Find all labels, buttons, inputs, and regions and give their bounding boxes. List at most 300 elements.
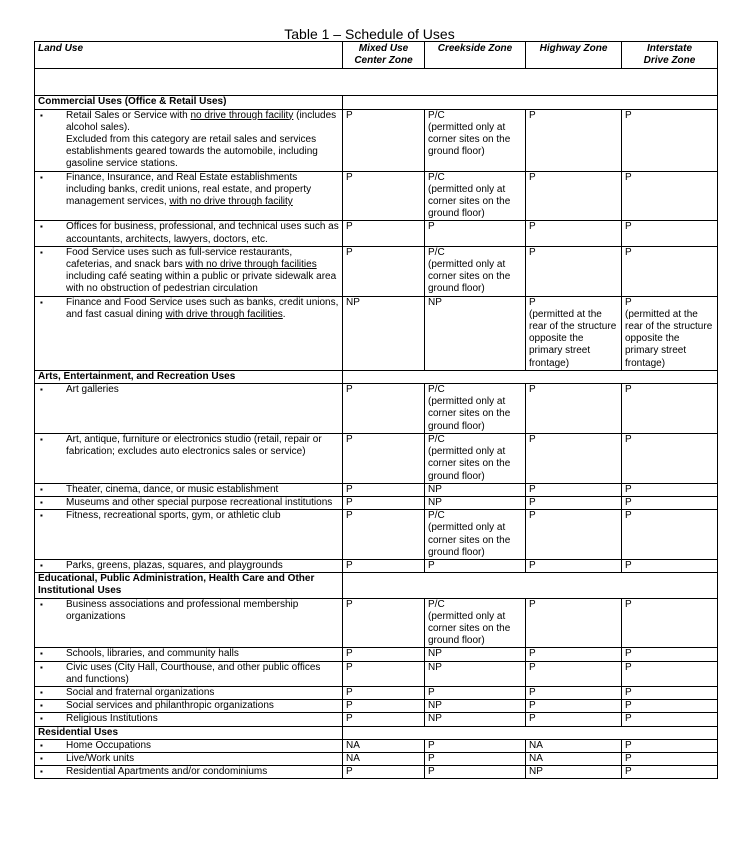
bullet-icon: ▪ <box>40 110 43 120</box>
permission-value: P <box>625 496 632 508</box>
table-row <box>35 686 718 699</box>
land-use-text <box>66 753 339 765</box>
permission-value: P <box>625 700 632 712</box>
land-use-text-part: Finance and Food Service uses such as banks, credit unions, and fast casual dining <box>66 296 339 320</box>
zone-cell-mixed-use <box>343 661 425 686</box>
table-body <box>35 69 718 779</box>
land-use-text-part: . <box>282 308 286 320</box>
bullet-icon: ▪ <box>40 172 43 182</box>
land-use-text-part: Social and fraternal organizations <box>66 686 215 698</box>
table-row <box>35 713 718 726</box>
zone-cell-interstate <box>622 171 718 221</box>
zone-cell-mixed-use <box>343 739 425 752</box>
zone-cell-interstate <box>622 246 718 296</box>
zone-cell-highway <box>526 739 622 752</box>
bullet-icon: ▪ <box>40 484 43 494</box>
permission-value: P <box>428 766 435 778</box>
land-use-text <box>66 247 339 296</box>
table-row <box>35 171 718 221</box>
land-use-cell <box>35 648 343 661</box>
permission-value: NP <box>428 483 442 495</box>
table-row <box>35 598 718 648</box>
land-use-cell <box>35 496 343 509</box>
permission-value: P <box>529 384 536 396</box>
permission-value: P <box>346 496 353 508</box>
permission-value: P <box>529 221 536 233</box>
land-use-text <box>66 297 339 321</box>
zone-cell-creekside <box>425 713 526 726</box>
bullet-icon: ▪ <box>40 297 43 307</box>
land-use-text-part: Art, antique, furniture or electronics studio (retail, repair or fabrication; excludes auto electronics sales or service) <box>66 433 322 458</box>
permission-value: P <box>625 686 632 698</box>
land-use-text <box>66 434 339 458</box>
zone-cell-creekside <box>425 246 526 296</box>
section-heading-row <box>35 370 718 383</box>
land-use-text-part: Residential Apartments and/or condominiums <box>66 766 268 778</box>
zone-cell-creekside <box>425 661 526 686</box>
land-use-text <box>66 484 339 496</box>
col-header-land-use: Land Use <box>35 42 343 69</box>
zone-cell-interstate <box>622 752 718 765</box>
land-use-text <box>66 740 339 752</box>
land-use-cell <box>35 713 343 726</box>
land-use-entry <box>38 510 339 522</box>
permission-value: P <box>428 739 435 751</box>
land-use-text-part: Art galleries <box>66 384 119 396</box>
permission-value: P <box>625 483 632 495</box>
section-heading-fill <box>343 726 718 739</box>
col-header-line: Center Zone <box>354 55 413 67</box>
table-row <box>35 433 718 483</box>
permission-value: P <box>346 433 353 445</box>
section-heading: Arts, Entertainment, and Recreation Uses <box>35 370 343 383</box>
bullet-icon: ▪ <box>40 560 43 570</box>
zone-cell-highway <box>526 559 622 572</box>
permission-value: P <box>625 739 632 751</box>
permission-value: P <box>346 246 353 258</box>
land-use-text-part: Retail Sales or Service with <box>66 109 191 121</box>
zone-cell-interstate <box>622 598 718 648</box>
permission-value: P <box>625 661 632 673</box>
zone-cell-highway <box>526 752 622 765</box>
permission-value: P <box>346 559 353 571</box>
land-use-cell <box>35 661 343 686</box>
zone-cell-highway <box>526 384 622 434</box>
zone-cell-mixed-use <box>343 752 425 765</box>
permission-value: P <box>346 109 353 121</box>
bullet-icon: ▪ <box>40 662 43 672</box>
land-use-text-part: Social services and philanthropic organizations <box>66 700 274 712</box>
zone-cell-mixed-use <box>343 598 425 648</box>
permission-value: P <box>625 109 632 121</box>
col-header-line: Interstate <box>646 43 692 54</box>
permission-value: NA <box>346 752 360 764</box>
land-use-text-part: (includes alcohol sales). Excluded from this category are retail sales and services establishments geared towards the automobile, including gasoline service stations. <box>66 109 337 170</box>
table-row <box>35 739 718 752</box>
zone-cell-mixed-use <box>343 384 425 434</box>
permission-value: P <box>428 221 435 233</box>
permission-value: P <box>529 510 536 522</box>
zone-cell-interstate <box>622 686 718 699</box>
permission-value: P <box>625 559 632 571</box>
land-use-text <box>66 384 339 396</box>
zone-cell-interstate <box>622 109 718 171</box>
land-use-cell <box>35 766 343 779</box>
permission-value: P <box>625 433 632 445</box>
col-header-highway: Highway Zone <box>526 42 622 69</box>
section-heading-fill <box>343 573 718 598</box>
bullet-icon: ▪ <box>40 753 43 763</box>
zone-cell-mixed-use <box>343 246 425 296</box>
bullet-icon: ▪ <box>40 687 43 697</box>
table-row <box>35 661 718 686</box>
zone-cell-creekside <box>425 686 526 699</box>
land-use-cell <box>35 739 343 752</box>
land-use-text <box>66 497 339 509</box>
land-use-text-part: Religious Institutions <box>66 713 158 725</box>
spacer-row <box>35 69 718 96</box>
zone-cell-creekside <box>425 483 526 496</box>
zone-cell-creekside <box>425 384 526 434</box>
land-use-cell <box>35 700 343 713</box>
zone-cell-interstate <box>622 700 718 713</box>
land-use-text-part: Civic uses (City Hall, Courthouse, and other public offices and functions) <box>66 661 321 685</box>
permission-value: NA <box>529 752 543 764</box>
land-use-entry <box>38 172 339 209</box>
permission-value: P <box>346 648 353 660</box>
land-use-text <box>66 687 339 699</box>
permission-value: P <box>428 752 435 764</box>
col-header-mixed-use <box>343 42 425 69</box>
permission-value: NP <box>529 766 543 778</box>
land-use-text-underlined: with no drive through facilities <box>185 259 317 271</box>
permission-value: P <box>529 661 536 673</box>
zone-cell-highway <box>526 246 622 296</box>
land-use-text <box>66 599 339 623</box>
land-use-entry <box>38 497 339 509</box>
zone-cell-mixed-use <box>343 496 425 509</box>
permission-value: P <box>346 598 353 610</box>
permission-value: P <box>346 686 353 698</box>
land-use-cell <box>35 510 343 560</box>
permission-value: P <box>529 171 536 183</box>
spacer-cell <box>35 69 718 96</box>
land-use-entry <box>38 766 339 778</box>
zone-cell-creekside <box>425 496 526 509</box>
permission-value: P/C (permitted only at corner sites on the ground floor) <box>428 109 511 158</box>
bullet-icon: ▪ <box>40 222 43 232</box>
section-heading-fill <box>343 370 718 383</box>
permission-value: P <box>625 713 632 725</box>
col-header-creekside: Creekside Zone <box>425 42 526 69</box>
bullet-icon: ▪ <box>40 497 43 507</box>
bullet-icon: ▪ <box>40 714 43 724</box>
permission-value: P <box>529 598 536 610</box>
zone-cell-creekside <box>425 171 526 221</box>
col-header-interstate <box>622 42 718 69</box>
land-use-text <box>66 510 339 522</box>
table-row <box>35 496 718 509</box>
land-use-cell <box>35 598 343 648</box>
zone-cell-interstate <box>622 713 718 726</box>
section-heading-row <box>35 96 718 109</box>
land-use-entry <box>38 740 339 752</box>
zone-cell-highway <box>526 296 622 370</box>
land-use-cell <box>35 686 343 699</box>
permission-value: P <box>529 700 536 712</box>
zone-cell-creekside <box>425 700 526 713</box>
land-use-text-underlined: with no drive through facility <box>169 196 293 208</box>
permission-value: P <box>625 648 632 660</box>
permission-value: P <box>346 221 353 233</box>
zone-cell-interstate <box>622 496 718 509</box>
zone-cell-mixed-use <box>343 109 425 171</box>
zone-cell-mixed-use <box>343 686 425 699</box>
land-use-entry <box>38 648 339 660</box>
permission-value: P <box>346 483 353 495</box>
land-use-entry <box>38 221 339 245</box>
table-row <box>35 648 718 661</box>
table-row <box>35 296 718 370</box>
land-use-text-part: Business associations and professional membership organizations <box>66 598 299 622</box>
permission-value: NP <box>346 296 360 308</box>
land-use-cell <box>35 752 343 765</box>
zone-cell-creekside <box>425 559 526 572</box>
land-use-text-part: Schools, libraries, and community halls <box>66 648 239 660</box>
permission-value: P <box>428 686 435 698</box>
zone-cell-interstate <box>622 766 718 779</box>
section-heading-row <box>35 726 718 739</box>
land-use-text-part: Finance, Insurance, and Real Estate establishments including banks, credit unions, real estate, and property management services, <box>66 171 312 208</box>
land-use-entry <box>38 434 339 458</box>
table-row <box>35 246 718 296</box>
zone-cell-mixed-use <box>343 433 425 483</box>
land-use-entry <box>38 687 339 699</box>
permission-value: P/C (permitted only at corner sites on the ground floor) <box>428 433 511 482</box>
land-use-text-part: Food Service uses such as full-service restaurants, cafeterias, and snack bars <box>66 246 293 271</box>
section-heading: Commercial Uses (Office & Retail Uses) <box>35 96 343 109</box>
land-use-text-part: Home Occupations <box>66 739 152 751</box>
zone-cell-mixed-use <box>343 766 425 779</box>
permission-value: P <box>625 246 632 258</box>
zone-cell-highway <box>526 221 622 246</box>
zone-cell-highway <box>526 766 622 779</box>
permission-value: P <box>428 559 435 571</box>
bullet-icon: ▪ <box>40 247 43 257</box>
zone-cell-interstate <box>622 483 718 496</box>
permission-value: P <box>529 648 536 660</box>
land-use-entry <box>38 662 339 686</box>
zone-cell-creekside <box>425 766 526 779</box>
permission-value: P <box>625 384 632 396</box>
section-heading-fill <box>343 96 718 109</box>
header-row <box>35 42 718 69</box>
zone-cell-creekside <box>425 109 526 171</box>
table-row <box>35 559 718 572</box>
permission-value: NP <box>428 296 442 308</box>
col-header-line: Drive Zone <box>643 55 696 67</box>
permission-value: NP <box>428 648 442 660</box>
section-heading: Residential Uses <box>35 726 343 739</box>
land-use-text-part: Fitness, recreational sports, gym, or athletic club <box>66 510 281 522</box>
permission-value: P (permitted at the rear of the structure opposite the primary street frontage) <box>529 296 617 369</box>
land-use-text-part: Theater, cinema, dance, or music establishment <box>66 483 279 495</box>
section-heading-row <box>35 573 718 598</box>
land-use-cell <box>35 246 343 296</box>
permission-value: P/C (permitted only at corner sites on the ground floor) <box>428 246 511 295</box>
zone-cell-mixed-use <box>343 713 425 726</box>
zone-cell-creekside <box>425 752 526 765</box>
zone-cell-highway <box>526 598 622 648</box>
zone-cell-interstate <box>622 661 718 686</box>
zone-cell-interstate <box>622 559 718 572</box>
land-use-text-part: Museums and other special purpose recreational institutions <box>66 496 333 508</box>
permission-value: P/C (permitted only at corner sites on the ground floor) <box>428 598 511 647</box>
schedule-of-uses-table <box>34 41 718 779</box>
zone-cell-interstate <box>622 221 718 246</box>
zone-cell-interstate <box>622 433 718 483</box>
table-row <box>35 700 718 713</box>
bullet-icon: ▪ <box>40 599 43 609</box>
permission-value: P <box>346 171 353 183</box>
land-use-text <box>66 766 339 778</box>
land-use-text <box>66 662 339 686</box>
land-use-text <box>66 221 339 245</box>
zone-cell-highway <box>526 109 622 171</box>
bullet-icon: ▪ <box>40 434 43 444</box>
permission-value: P <box>529 246 536 258</box>
land-use-cell <box>35 109 343 171</box>
land-use-entry <box>38 713 339 725</box>
table-row <box>35 221 718 246</box>
land-use-text <box>66 713 339 725</box>
permission-value: P <box>529 686 536 698</box>
section-heading: Educational, Public Administration, Health Care and Other Institutional Uses <box>35 573 343 598</box>
zone-cell-mixed-use <box>343 171 425 221</box>
land-use-cell <box>35 483 343 496</box>
zone-cell-interstate <box>622 739 718 752</box>
table-row <box>35 752 718 765</box>
zone-cell-highway <box>526 496 622 509</box>
land-use-text-underlined: no drive through facility <box>190 109 294 121</box>
bullet-icon: ▪ <box>40 649 43 659</box>
zone-cell-highway <box>526 483 622 496</box>
zone-cell-highway <box>526 510 622 560</box>
table-row <box>35 766 718 779</box>
permission-value: P/C (permitted only at corner sites on the ground floor) <box>428 384 511 432</box>
permission-value: P <box>346 661 353 673</box>
permission-value: P/C (permitted only at corner sites on the ground floor) <box>428 171 511 220</box>
land-use-entry <box>38 110 339 171</box>
col-header-line: Mixed Use <box>358 43 409 54</box>
zone-cell-mixed-use <box>343 648 425 661</box>
permission-value: NA <box>529 739 543 751</box>
zone-cell-mixed-use <box>343 559 425 572</box>
table-row <box>35 109 718 171</box>
zone-cell-mixed-use <box>343 510 425 560</box>
permission-value: P <box>625 171 632 183</box>
zone-cell-highway <box>526 171 622 221</box>
permission-value: P <box>346 384 353 396</box>
zone-cell-highway <box>526 686 622 699</box>
permission-value: P <box>529 433 536 445</box>
zone-cell-interstate <box>622 510 718 560</box>
permission-value: P <box>529 713 536 725</box>
land-use-entry <box>38 297 339 321</box>
land-use-text <box>66 560 339 572</box>
bullet-icon: ▪ <box>40 740 43 750</box>
permission-value: NA <box>346 739 360 751</box>
zone-cell-highway <box>526 433 622 483</box>
zone-cell-creekside <box>425 598 526 648</box>
zone-cell-highway <box>526 713 622 726</box>
permission-value: NP <box>428 700 442 712</box>
permission-value: P <box>529 483 536 495</box>
table-title: Table 1 – Schedule of Uses <box>284 26 455 42</box>
land-use-cell <box>35 171 343 221</box>
land-use-text-part: including café seating within a public or private sidewalk area with no obstruction of pedestrian circulation <box>66 271 337 295</box>
land-use-cell <box>35 221 343 246</box>
zone-cell-interstate <box>622 648 718 661</box>
permission-value: P <box>346 766 353 778</box>
permission-value: NP <box>428 496 442 508</box>
zone-cell-creekside <box>425 296 526 370</box>
table-row <box>35 510 718 560</box>
land-use-text-part: Live/Work units <box>66 752 135 764</box>
permission-value: P <box>529 109 536 121</box>
permission-value: P <box>625 598 632 610</box>
zone-cell-creekside <box>425 510 526 560</box>
land-use-text-part: Offices for business, professional, and technical uses such as accountants, architects, lawyers, doctors, etc. <box>66 221 339 245</box>
permission-value: P/C (permitted only at corner sites on the ground floor) <box>428 510 511 558</box>
permission-value: P <box>625 510 632 522</box>
zone-cell-interstate <box>622 296 718 370</box>
table-row <box>35 483 718 496</box>
land-use-entry <box>38 484 339 496</box>
land-use-cell <box>35 433 343 483</box>
land-use-entry <box>38 247 339 296</box>
zone-cell-creekside <box>425 739 526 752</box>
table-row <box>35 384 718 434</box>
bullet-icon: ▪ <box>40 385 43 395</box>
permission-value: P <box>625 752 632 764</box>
zone-cell-mixed-use <box>343 221 425 246</box>
permission-value: P <box>529 559 536 571</box>
land-use-cell <box>35 384 343 434</box>
land-use-entry <box>38 753 339 765</box>
permission-value: P (permitted at the rear of the structure opposite the primary street frontage) <box>625 296 713 369</box>
bullet-icon: ▪ <box>40 767 43 777</box>
permission-value: NP <box>428 713 442 725</box>
zone-cell-highway <box>526 700 622 713</box>
zone-cell-mixed-use <box>343 296 425 370</box>
land-use-cell <box>35 296 343 370</box>
land-use-text-underlined: with drive through facilities <box>165 308 283 320</box>
land-use-text <box>66 172 339 209</box>
zone-cell-interstate <box>622 384 718 434</box>
land-use-cell <box>35 559 343 572</box>
zone-cell-creekside <box>425 221 526 246</box>
land-use-text <box>66 110 339 171</box>
land-use-entry <box>38 599 339 623</box>
land-use-text-part: Parks, greens, plazas, squares, and playgrounds <box>66 559 283 571</box>
zone-cell-mixed-use <box>343 483 425 496</box>
land-use-entry <box>38 384 339 396</box>
zone-cell-mixed-use <box>343 700 425 713</box>
zone-cell-creekside <box>425 648 526 661</box>
bullet-icon: ▪ <box>40 511 43 521</box>
zone-cell-creekside <box>425 433 526 483</box>
